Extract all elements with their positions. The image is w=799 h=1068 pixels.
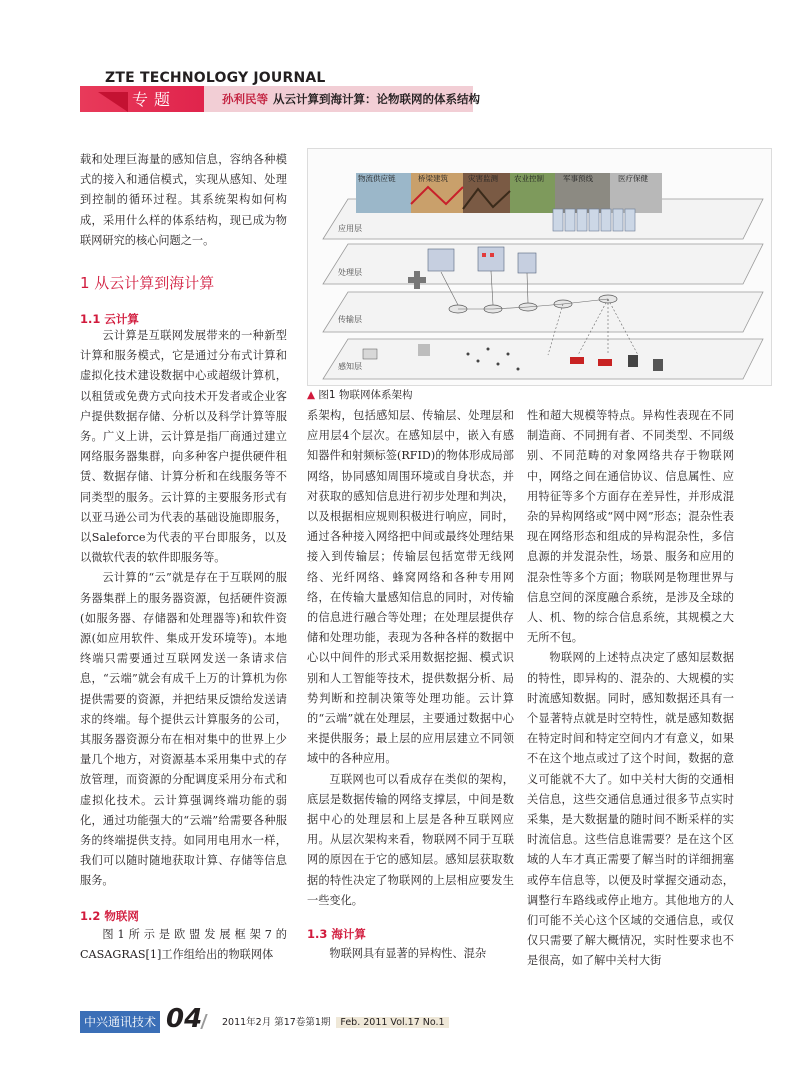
app-label-agriculture: 农业控制 <box>514 174 544 183</box>
subsection-heading-1-3: 1.3 海计算 <box>307 927 366 941</box>
paragraph: 性和超大规模等特点。异构性表现在不同制造商、不同拥有者、不同类型、不同级别、不同范畴的对象网络共存于物联网中，网络之间在通信协议、信息属性、应用特征等多个方面存在差异性，并形成混杂的异构网络或“网中网”形态；混杂性表现在网络形态和组成的异构混杂性，多信息源的并发混杂性，场景、服务和应用的混杂性等多个方面；物联网是物理世界与信息空间的深度融合系统，是涉及全球的人、机、物的综合信息系统，其规模之大无所不包。 <box>527 409 734 645</box>
layer-label-application: 应用层 <box>338 224 362 233</box>
header-meta <box>222 91 480 107</box>
caption-marker: ▲ <box>307 389 316 401</box>
app-label-healthcare: 医疗保健 <box>618 174 648 183</box>
subsection-heading-1-1: 1.1 云计算 <box>80 312 139 326</box>
intro-paragraph: 载和处理巨海量的感知信息，容纳各种模式的接入和通信模式，实现从感知、处理到控制的循环过程。其系统架构如何构成，采用什么样的体系结构，现已成为物联网研究的核心问题之一。 <box>80 153 287 247</box>
architecture-diagram <box>308 149 771 385</box>
column-1-tail <box>80 925 287 965</box>
page-number: 04 <box>166 1004 203 1034</box>
paragraph: 云计算是互联网发展带来的一种新型计算和服务模式，它是通过分布式计算和虚拟化技术建设数据中心或超级计算机，以租赁或免费方式向技术开发者或企业客户提供数据存储、分析以及科学计算等服务。广义上讲，云计算是指厂商通过建立网络服务器集群，向多种客户提供硬件租赁、数据存储、计算分析和在线服务等不同类型的服务。云计算的主要服务形式有以亚马逊公司为代表的基础设施即服务，以Saleforce为代表的平台即服务，以及以微软代表的软件即服务等。 <box>80 329 287 565</box>
section-heading-1: 1 从云计算到海计算 <box>80 274 215 292</box>
app-label-disaster: 灾害监测 <box>468 174 498 183</box>
footer-publication: 中兴通讯技术 <box>84 1015 157 1029</box>
journal-name: ZTE TECHNOLOGY JOURNAL <box>105 70 326 86</box>
issue-date-en: Feb. 2011 Vol.17 No.1 <box>336 1017 448 1028</box>
caption-text: 图1 物联网体系架构 <box>318 389 413 401</box>
footer-divider <box>200 1014 221 1029</box>
figure-caption <box>307 387 412 402</box>
column-1-body <box>80 326 287 892</box>
application-images <box>356 173 662 213</box>
app-label-military: 军事预线 <box>563 174 593 183</box>
paragraph: 图1所示是欧盟发展框架7的CASAGRAS[1]工作组给出的物联网体 <box>80 928 287 962</box>
column-2-tail <box>307 944 514 964</box>
layer-label-processing: 处理层 <box>338 268 362 277</box>
subsection-heading-1-2: 1.2 物联网 <box>80 909 139 923</box>
app-label-bridge: 桥梁建筑 <box>418 174 448 183</box>
issue-date-cn: 2011年2月 第17卷第1期 <box>222 1017 331 1028</box>
paragraph: 物联网的上述特点决定了感知层数据的特性，即异构的、混杂的、大规模的实时流感知数据。同时，感知数据还具有一个显著特点就是时空特性，就是感知数据在特定时间和特定空间内才有意义，如果不在这个地点或过了这个时间，数据的意义可能就不大了。如中关村大街的交通相关信息，这些交通信息通过很多节点实时采集，是大数据量的随时间不断采样的实时流信息。这些信息谁需要？是在这个区域的人车才真正需要了解当时的详细拥塞或停车信息等，以便及时掌握交通动态，调整行车路线或停止地方。其他地方的人们可能不关心这个区域的交通信息，或仅仅只需要了解大概情况，实时性要求也不是很高，如了解中关村大街 <box>527 651 734 968</box>
architecture-figure <box>307 148 772 386</box>
column-2 <box>307 406 514 911</box>
column-1 <box>80 150 287 251</box>
article-author: 孙利民等 <box>222 92 268 106</box>
layer-label-transport: 传输层 <box>338 315 362 324</box>
processing-layer-plane <box>323 244 763 284</box>
section-label: 专题 <box>132 90 177 109</box>
paragraph: 物联网具有显著的异构性、混杂 <box>329 947 487 960</box>
app-servers <box>553 209 635 231</box>
layer-label-sensing: 感知层 <box>338 362 362 371</box>
footer-issue-info <box>222 1014 449 1028</box>
paragraph: 云计算的“云”就是存在于互联网的服务器集群上的服务器资源，包括硬件资源(如服务器、存储器和处理器等)和软件资源(如应用软件、集成开发环境等)。本地终端只需要通过互联网发送一条请求信息，“云端”就会有成千上万的计算机为你提供需要的资源，并把结果反馈给发送请求的终端。每个提供云计算服务的公司，其服务器资源分布在相对集中的世界上少量几个地方，对资源基本采用集中式的存放管理，而资源的分配调度采用分布式和虚拟化技术。云计算强调终端功能的弱化，通过功能强大的“云端”给需要各种服务的终端提供支持。如同用电用水一样，我们可以随时随地获取计算、存储等信息服务。 <box>80 571 287 888</box>
paragraph: 互联网也可以看成存在类似的架构，底层是数据传输的网络支撑层，中间是数据中心的处理层和上层是各种互联网应用。从层次架构来看，物联网不同于互联网的原因在于它的感知层。感知层获取数据的特性决定了物联网的上层相应要发生一些变化。 <box>307 772 514 907</box>
transport-layer-plane <box>323 292 763 332</box>
app-label-logistics: 物流供应链 <box>358 174 396 183</box>
paragraph: 系架构，包括感知层、传输层、处理层和应用层4个层次。在感知层中，嵌入有感知器件和射频标签(RFID)的物体形成局部网络，协同感知周围环境或自身状态，并对获取的感知信息进行初步处理和判决，以及根据相应规则积极进行响应，同时，通过各种接入网络把中间或最终处理结果接入到传输层；传输层包括宽带无线网络、光纤网络、蜂窝网络和各种专用网络，在传输大量感知信息的同时，对传输的信息进行融合等处理；在处理层提供存储和处理功能，表现为各种各样的数据中心以中间件的形式采用数据挖掘、模式识别和人工智能等技术，提供数据分析、局势判断和控制决策等处理功能。云计算的“云端”就在处理层，主要通过数据中心来提供服务；最上层的应用层建立不同领域中的各种应用。 <box>307 409 514 766</box>
article-title: 从云计算到海计算：论物联网的体系结构 <box>273 92 480 106</box>
sensing-layer-plane <box>323 339 763 379</box>
column-3 <box>527 406 734 972</box>
